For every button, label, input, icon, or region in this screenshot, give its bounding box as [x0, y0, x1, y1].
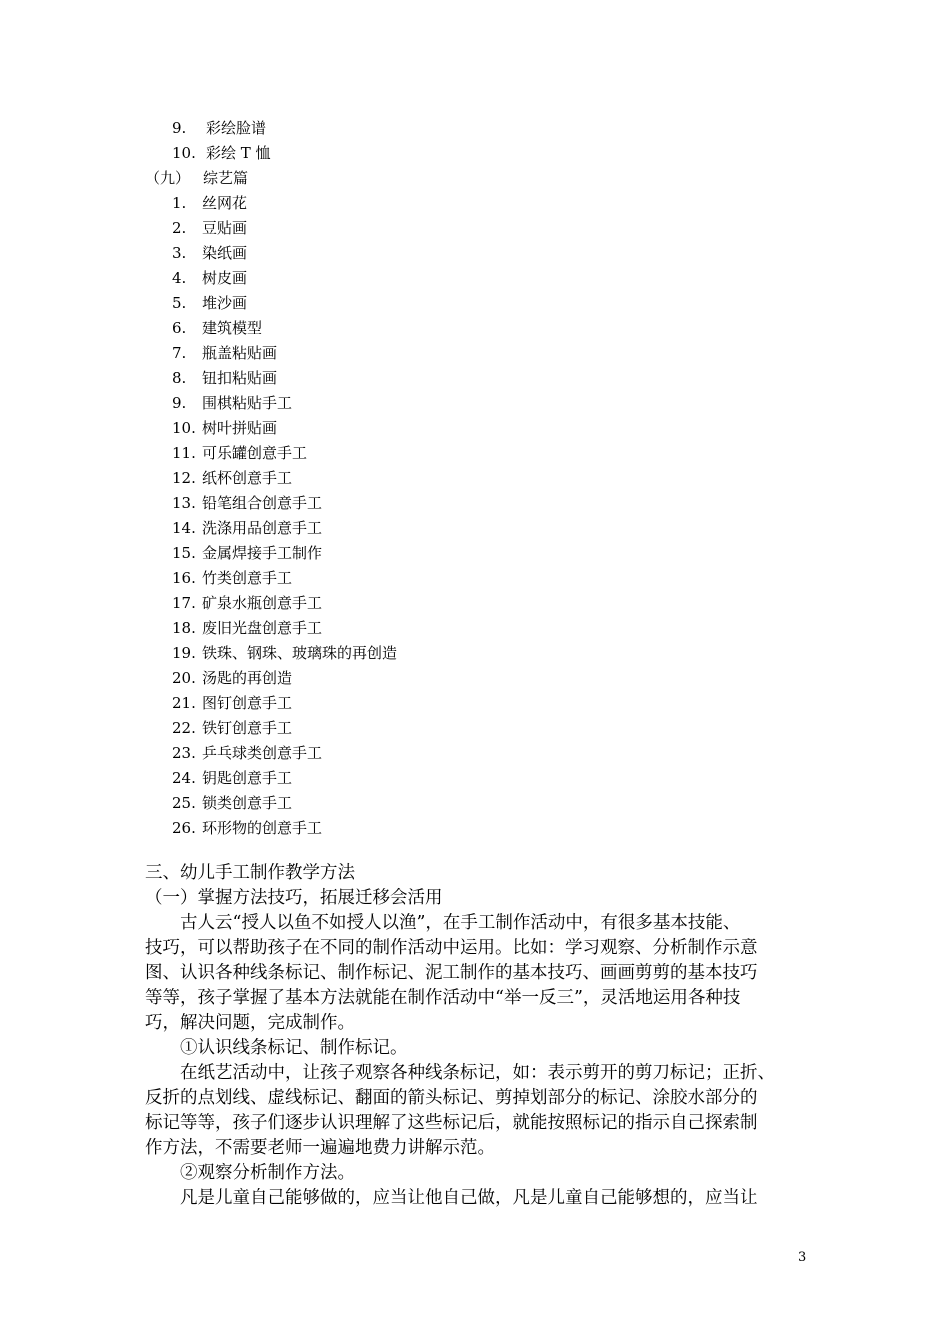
list-item-text: 树皮画: [202, 269, 248, 287]
list-item-number: 10.: [172, 144, 196, 162]
list-item-number: 1.: [172, 194, 187, 212]
list-item: [172, 268, 247, 288]
list-item-text: 钥匙创意手工: [202, 769, 293, 787]
list-item: [172, 218, 247, 238]
list-item: [172, 493, 322, 513]
list-item: [172, 593, 322, 613]
list-item-number: 6.: [172, 319, 187, 337]
list-item-number: 21.: [172, 694, 196, 712]
list-item: [172, 443, 307, 463]
list-item: [172, 668, 292, 688]
list-item: [172, 243, 247, 263]
list-item-text: 洗涤用品创意手工: [202, 519, 323, 537]
list-item-text: 矿泉水瓶创意手工: [202, 594, 323, 612]
list-item: [172, 368, 277, 388]
list-item-text: 废旧光盘创意手工: [202, 619, 323, 637]
paragraph-line: 凡是儿童自己能够做的，应当让他自己做，凡是儿童自己能够想的，应当让: [180, 1188, 758, 1208]
list-item: [172, 643, 397, 663]
list-item-text: 金属焊接手工制作: [202, 544, 323, 562]
list-item: [172, 468, 292, 488]
list-item-text: 图钉创意手工: [202, 694, 293, 712]
paragraph-line: 标记等等，孩子们逐步认识理解了这些标记后，就能按照标记的指示自己探索制: [145, 1113, 758, 1133]
list-item-number: 5.: [172, 294, 187, 312]
list-item-text: 堆沙画: [202, 294, 248, 312]
list-item-text: 围棋粘贴手工: [202, 394, 293, 412]
list-item-number: 25.: [172, 794, 196, 812]
list-item: [172, 418, 277, 438]
paragraph-line: 古人云“授人以鱼不如授人以渔”，在手工制作活动中，有很多基本技能、: [180, 913, 741, 933]
paragraph-line: 作方法，不需要老师一遍遍地费力讲解示范。: [145, 1138, 495, 1158]
list-item-number: 17.: [172, 594, 196, 612]
list-item-text: 建筑模型: [202, 319, 263, 337]
list-item-number: 8.: [172, 369, 187, 387]
list-item: [172, 768, 292, 788]
list-item: [172, 568, 292, 588]
list-item: [172, 143, 271, 163]
list-item-text: 锁类创意手工: [202, 794, 293, 812]
list-item-text: 纸杯创意手工: [202, 469, 293, 487]
list-item-number: 12.: [172, 469, 196, 487]
list-item-number: 11.: [172, 444, 196, 462]
section-number: （九）: [145, 169, 191, 187]
list-item-number: 22.: [172, 719, 196, 737]
list-item-number: 20.: [172, 669, 196, 687]
list-item-text: 环形物的创意手工: [202, 819, 323, 837]
list-item-number: 24.: [172, 769, 196, 787]
list-item: [172, 393, 292, 413]
list-item-text: 豆贴画: [202, 219, 248, 237]
paragraph-line: ②观察分析制作方法。: [180, 1163, 355, 1183]
list-item: [172, 718, 292, 738]
list-item-number: 3.: [172, 244, 187, 262]
list-item-number: 13.: [172, 494, 196, 512]
list-item-number: 14.: [172, 519, 196, 537]
list-item-number: 16.: [172, 569, 196, 587]
paragraph-line: 反折的点划线、虚线标记、翻面的箭头标记、剪掉划部分的标记、涂胶水部分的: [145, 1088, 758, 1108]
list-item: [172, 343, 277, 363]
list-item: [172, 743, 322, 763]
list-item-text: 乒乓球类创意手工: [202, 744, 323, 762]
list-item-number: 2.: [172, 219, 187, 237]
list-item-text: 染纸画: [202, 244, 248, 262]
list-item-text: 彩绘脸谱: [206, 119, 267, 137]
list-item: [172, 793, 292, 813]
list-item: [172, 693, 292, 713]
list-item-number: 4.: [172, 269, 187, 287]
list-item-text: 树叶拼贴画: [202, 419, 278, 437]
list-item: [172, 618, 322, 638]
paragraph-line: 巧，解决问题，完成制作。: [145, 1013, 355, 1033]
list-item-number: 19.: [172, 644, 196, 662]
section-title: 综艺篇: [203, 169, 249, 187]
paragraph-line: 技巧，可以帮助孩子在不同的制作活动中运用。比如：学习观察、分析制作示意: [145, 938, 758, 958]
list-item-number: 23.: [172, 744, 196, 762]
subsection-heading: （一）掌握方法技巧，拓展迁移会活用: [145, 888, 443, 908]
list-item-text: 铁珠、钢珠、玻璃珠的再创造: [202, 644, 398, 662]
list-item: [172, 118, 266, 138]
list-item: [172, 543, 322, 563]
list-item-number: 18.: [172, 619, 196, 637]
list-item: [172, 518, 322, 538]
list-item-text: 彩绘 T 恤: [206, 144, 271, 162]
list-item-text: 竹类创意手工: [202, 569, 293, 587]
list-item-text: 钮扣粘贴画: [202, 369, 278, 387]
paragraph-line: 在纸艺活动中，让孩子观察各种线条标记，如：表示剪开的剪刀标记；正折、: [180, 1063, 775, 1083]
paragraph-line: ①认识线条标记、制作标记。: [180, 1038, 408, 1058]
list-item-text: 铅笔组合创意手工: [202, 494, 323, 512]
chapter-heading: 三、幼儿手工制作教学方法: [145, 863, 355, 883]
page-number: 3: [798, 1250, 807, 1265]
list-item-text: 汤匙的再创造: [202, 669, 293, 687]
list-item-number: 15.: [172, 544, 196, 562]
list-item-number: 26.: [172, 819, 196, 837]
list-item-text: 瓶盖粘贴画: [202, 344, 278, 362]
list-item-text: 铁钉创意手工: [202, 719, 293, 737]
list-item: [172, 818, 322, 838]
list-item-number: 10.: [172, 419, 196, 437]
list-item-text: 可乐罐创意手工: [202, 444, 308, 462]
list-item-number: 9.: [172, 394, 187, 412]
paragraph-line: 图、认识各种线条标记、制作标记、泥工制作的基本技巧、画画剪剪的基本技巧: [145, 963, 758, 983]
list-item: [172, 318, 262, 338]
list-item: [172, 193, 247, 213]
paragraph-line: 等等，孩子掌握了基本方法就能在制作活动中“举一反三”，灵活地运用各种技: [145, 988, 741, 1008]
list-item-number: 9.: [172, 119, 187, 137]
section-heading: [145, 168, 248, 188]
list-item-number: 7.: [172, 344, 187, 362]
list-item-text: 丝网花: [202, 194, 248, 212]
list-item: [172, 293, 247, 313]
